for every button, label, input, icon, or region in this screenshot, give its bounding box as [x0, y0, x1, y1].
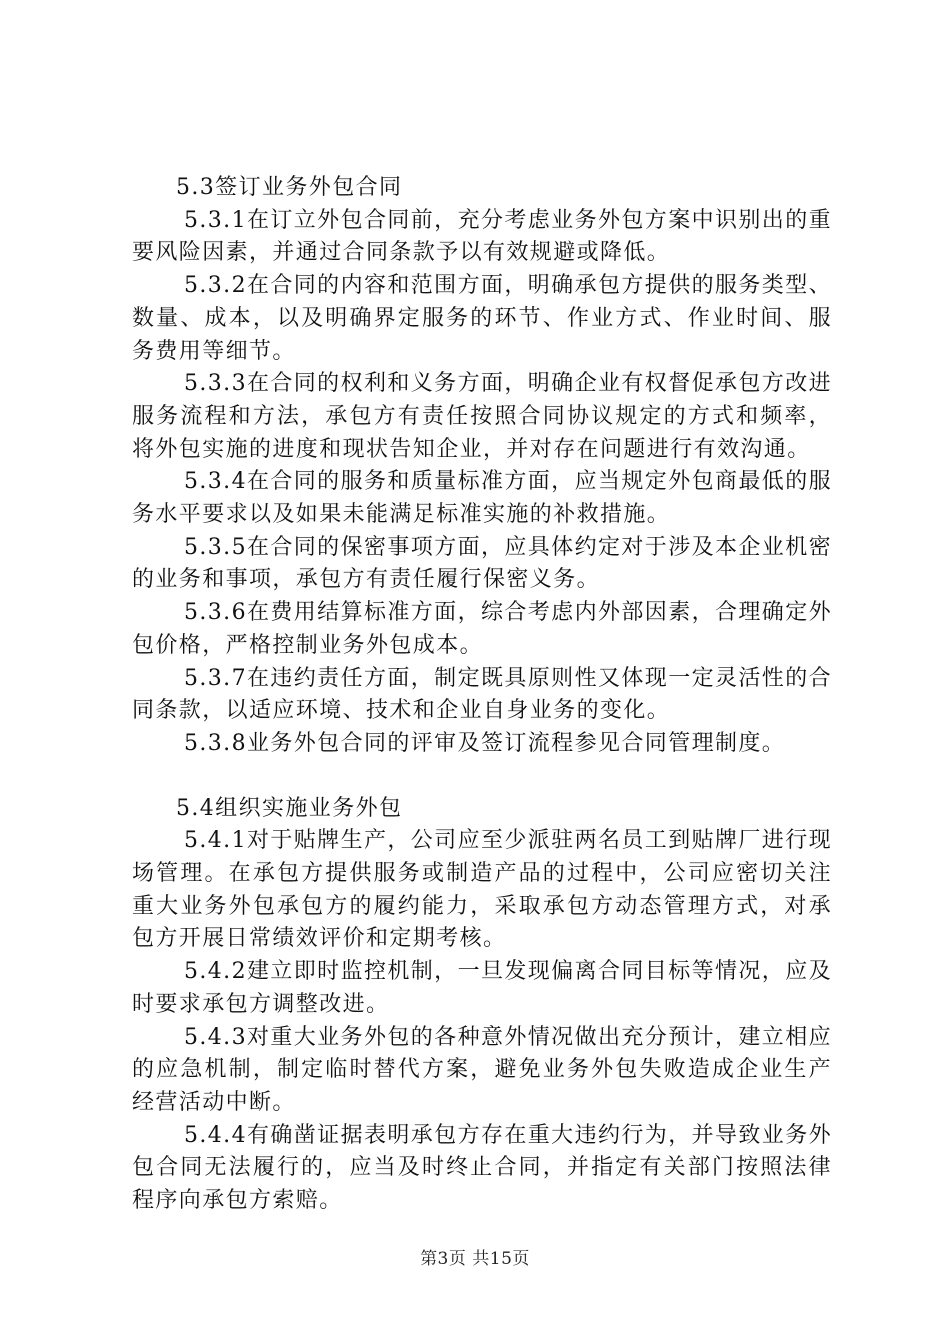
- paragraph-5-3-6: 5.3.6在费用结算标准方面，综合考虑内外部因素，合理确定外包价格，严格控制业务外包成本。: [132, 600, 832, 658]
- paragraph-5-3-3: 5.3.3在合同的权利和义务方面，明确企业有权督促承包方改进服务流程和方法，承包方有责任按照合同协议规定的方式和频率，将外包实施的进度和现状告知企业，并对存在问题进行有效沟通。: [132, 371, 832, 462]
- section-heading-5-4: 5.4组织实施业务外包: [176, 795, 403, 821]
- section-gap: [132, 761, 832, 793]
- paragraph-5-3-8: 5.3.8业务外包合同的评审及签订流程参见合同管理制度。: [184, 730, 786, 756]
- paragraph-5-4-1: 5.4.1对于贴牌生产，公司应至少派驻两名员工到贴牌厂进行现场管理。在承包方提供服务或制造产品的过程中，公司应密切关注重大业务外包承包方的履约能力，采取承包方动态管理方式，对承包方开展日常绩效评价和定期考核。: [132, 828, 832, 952]
- document-body: [132, 172, 832, 1218]
- paragraph-5-3-5: 5.3.5在合同的保密事项方面，应具体约定对于涉及本企业机密的业务和事项，承包方有责任履行保密义务。: [132, 534, 832, 593]
- paragraph-5-4-3: 5.4.3对重大业务外包的各种意外情况做出充分预计，建立相应的应急机制，制定临时替代方案，避免业务外包失败造成企业生产经营活动中断。: [132, 1024, 832, 1115]
- paragraph-5-3-1: 5.3.1在订立外包合同前，充分考虑业务外包方案中识别出的重要风险因素，并通过合同条款予以有效规避或降低。: [132, 207, 832, 266]
- paragraph-5-4-4: 5.4.4有确凿证据表明承包方存在重大违约行为，并导致业务外包合同无法履行的，应当及时终止合同，并指定有关部门按照法律程序向承包方索赔。: [132, 1122, 832, 1214]
- section-heading-5-3: 5.3签订业务外包合同: [176, 175, 403, 200]
- paragraph-5-3-4: 5.3.4在合同的服务和质量标准方面，应当规定外包商最低的服务水平要求以及如果未能满足标准实施的补救措施。: [132, 469, 832, 528]
- page-footer: 第3页 共15页: [420, 1249, 530, 1269]
- paragraph-5-4-2: 5.4.2建立即时监控机制，一旦发现偏离合同目标等情况，应及时要求承包方调整改进。: [132, 959, 832, 1017]
- paragraph-5-3-7: 5.3.7在违约责任方面，制定既具原则性又体现一定灵活性的合同条款，以适应环境、技术和企业自身业务的变化。: [132, 665, 832, 724]
- paragraph-5-3-2: 5.3.2在合同的内容和范围方面，明确承包方提供的服务类型、数量、成本，以及明确界定服务的环节、作业方式、作业时间、服务费用等细节。: [132, 273, 832, 364]
